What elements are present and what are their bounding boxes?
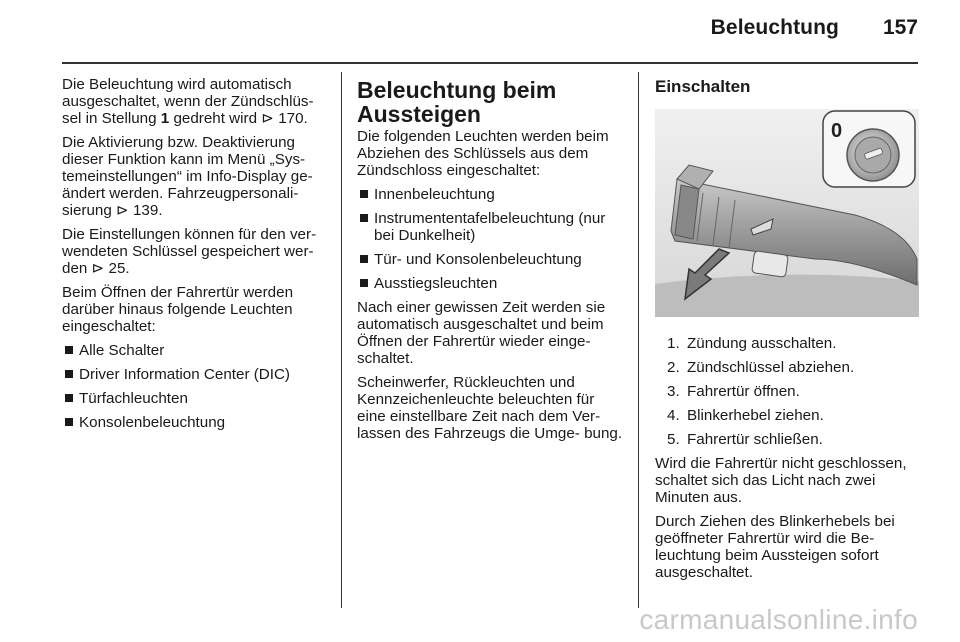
list-item: 1. Zündung ausschalten.	[667, 335, 837, 352]
ignition-position-label: 0	[831, 120, 843, 142]
paragraph: Die Aktivierung bzw. Deaktivierung dieser Funktion kann im Menü „Sys- temeinstellungen“ im Info-Display ge- ändert werden. Fahrzeugpersonali- sierung ⊳ 139.	[62, 134, 313, 219]
bullet-list	[62, 342, 326, 431]
step-list	[655, 335, 920, 448]
paragraph: Scheinwerfer, Rückleuchten und Kennzeichenleuchte beleuchten für eine einstellbare Zeit nach dem Ver- lassen des Fahrzeugs die Umge- bung.	[357, 374, 623, 442]
column-3	[655, 78, 920, 588]
bullet-list	[357, 186, 624, 292]
list-item: Tür- und Konsolenbeleuchtung	[357, 251, 624, 268]
lever-illustration	[655, 109, 919, 317]
list-item: Ausstiegsleuchten	[357, 275, 624, 292]
list-item: 2. Zündschlüssel abziehen.	[667, 359, 855, 376]
watermark: carmanualsonline.info	[639, 604, 918, 635]
page-title: Beleuchtung	[710, 16, 839, 39]
list-item: Alle Schalter	[62, 342, 326, 359]
section-heading: Beleuchtung beim Aussteigen	[357, 77, 557, 127]
list-item: Türfachleuchten	[62, 390, 326, 407]
section-heading: Einschalten	[655, 77, 751, 96]
paragraph: Die Einstellungen können für den ver- wendeten Schlüssel gespeichert wer- den ⊳ 25.	[62, 226, 317, 277]
paragraph: Durch Ziehen des Blinkerhebels bei geöffneter Fahrertür wird die Be- leuchtung beim Aussteigen sofort ausgeschaltet.	[655, 513, 895, 581]
list-item: 4. Blinkerhebel ziehen.	[667, 407, 824, 424]
list-item: Konsolenbeleuchtung	[62, 414, 326, 431]
page-number: 157	[882, 16, 918, 39]
list-item: 3. Fahrertür öffnen.	[667, 383, 800, 400]
list-item: Instrumententafelbeleuchtung (nur bei Dunkelheit)	[357, 210, 624, 244]
turn-signal-lever-image	[655, 109, 919, 317]
paragraph: Nach einer gewissen Zeit werden sie automatisch ausgeschaltet und beim Öffnen der Fahrertür wieder einge- schaltet.	[357, 299, 606, 367]
list-item: Driver Information Center (DIC)	[62, 366, 326, 383]
page-header	[711, 16, 918, 40]
paragraph: Beim Öffnen der Fahrertür werden darüber hinaus folgende Leuchten eingeschaltet:	[62, 284, 294, 335]
column-divider-2	[638, 72, 639, 608]
column-2	[357, 78, 624, 449]
list-item: Innenbeleuchtung	[357, 186, 624, 203]
column-1	[62, 76, 326, 438]
paragraph: Wird die Fahrertür nicht geschlossen, schaltet sich das Licht nach zwei Minuten aus.	[655, 455, 907, 506]
list-item: 5. Fahrertür schließen.	[667, 431, 823, 448]
paragraph: Die Beleuchtung wird automatisch ausgeschaltet, wenn der Zündschlüs- sel in Stellung 1 gedreht wird ⊳ 170.	[62, 76, 314, 127]
paragraph: Die folgenden Leuchten werden beim Abziehen des Schlüssels aus dem Zündschloss eingeschaltet:	[357, 128, 609, 179]
column-divider-1	[341, 72, 342, 608]
header-rule	[62, 62, 918, 64]
